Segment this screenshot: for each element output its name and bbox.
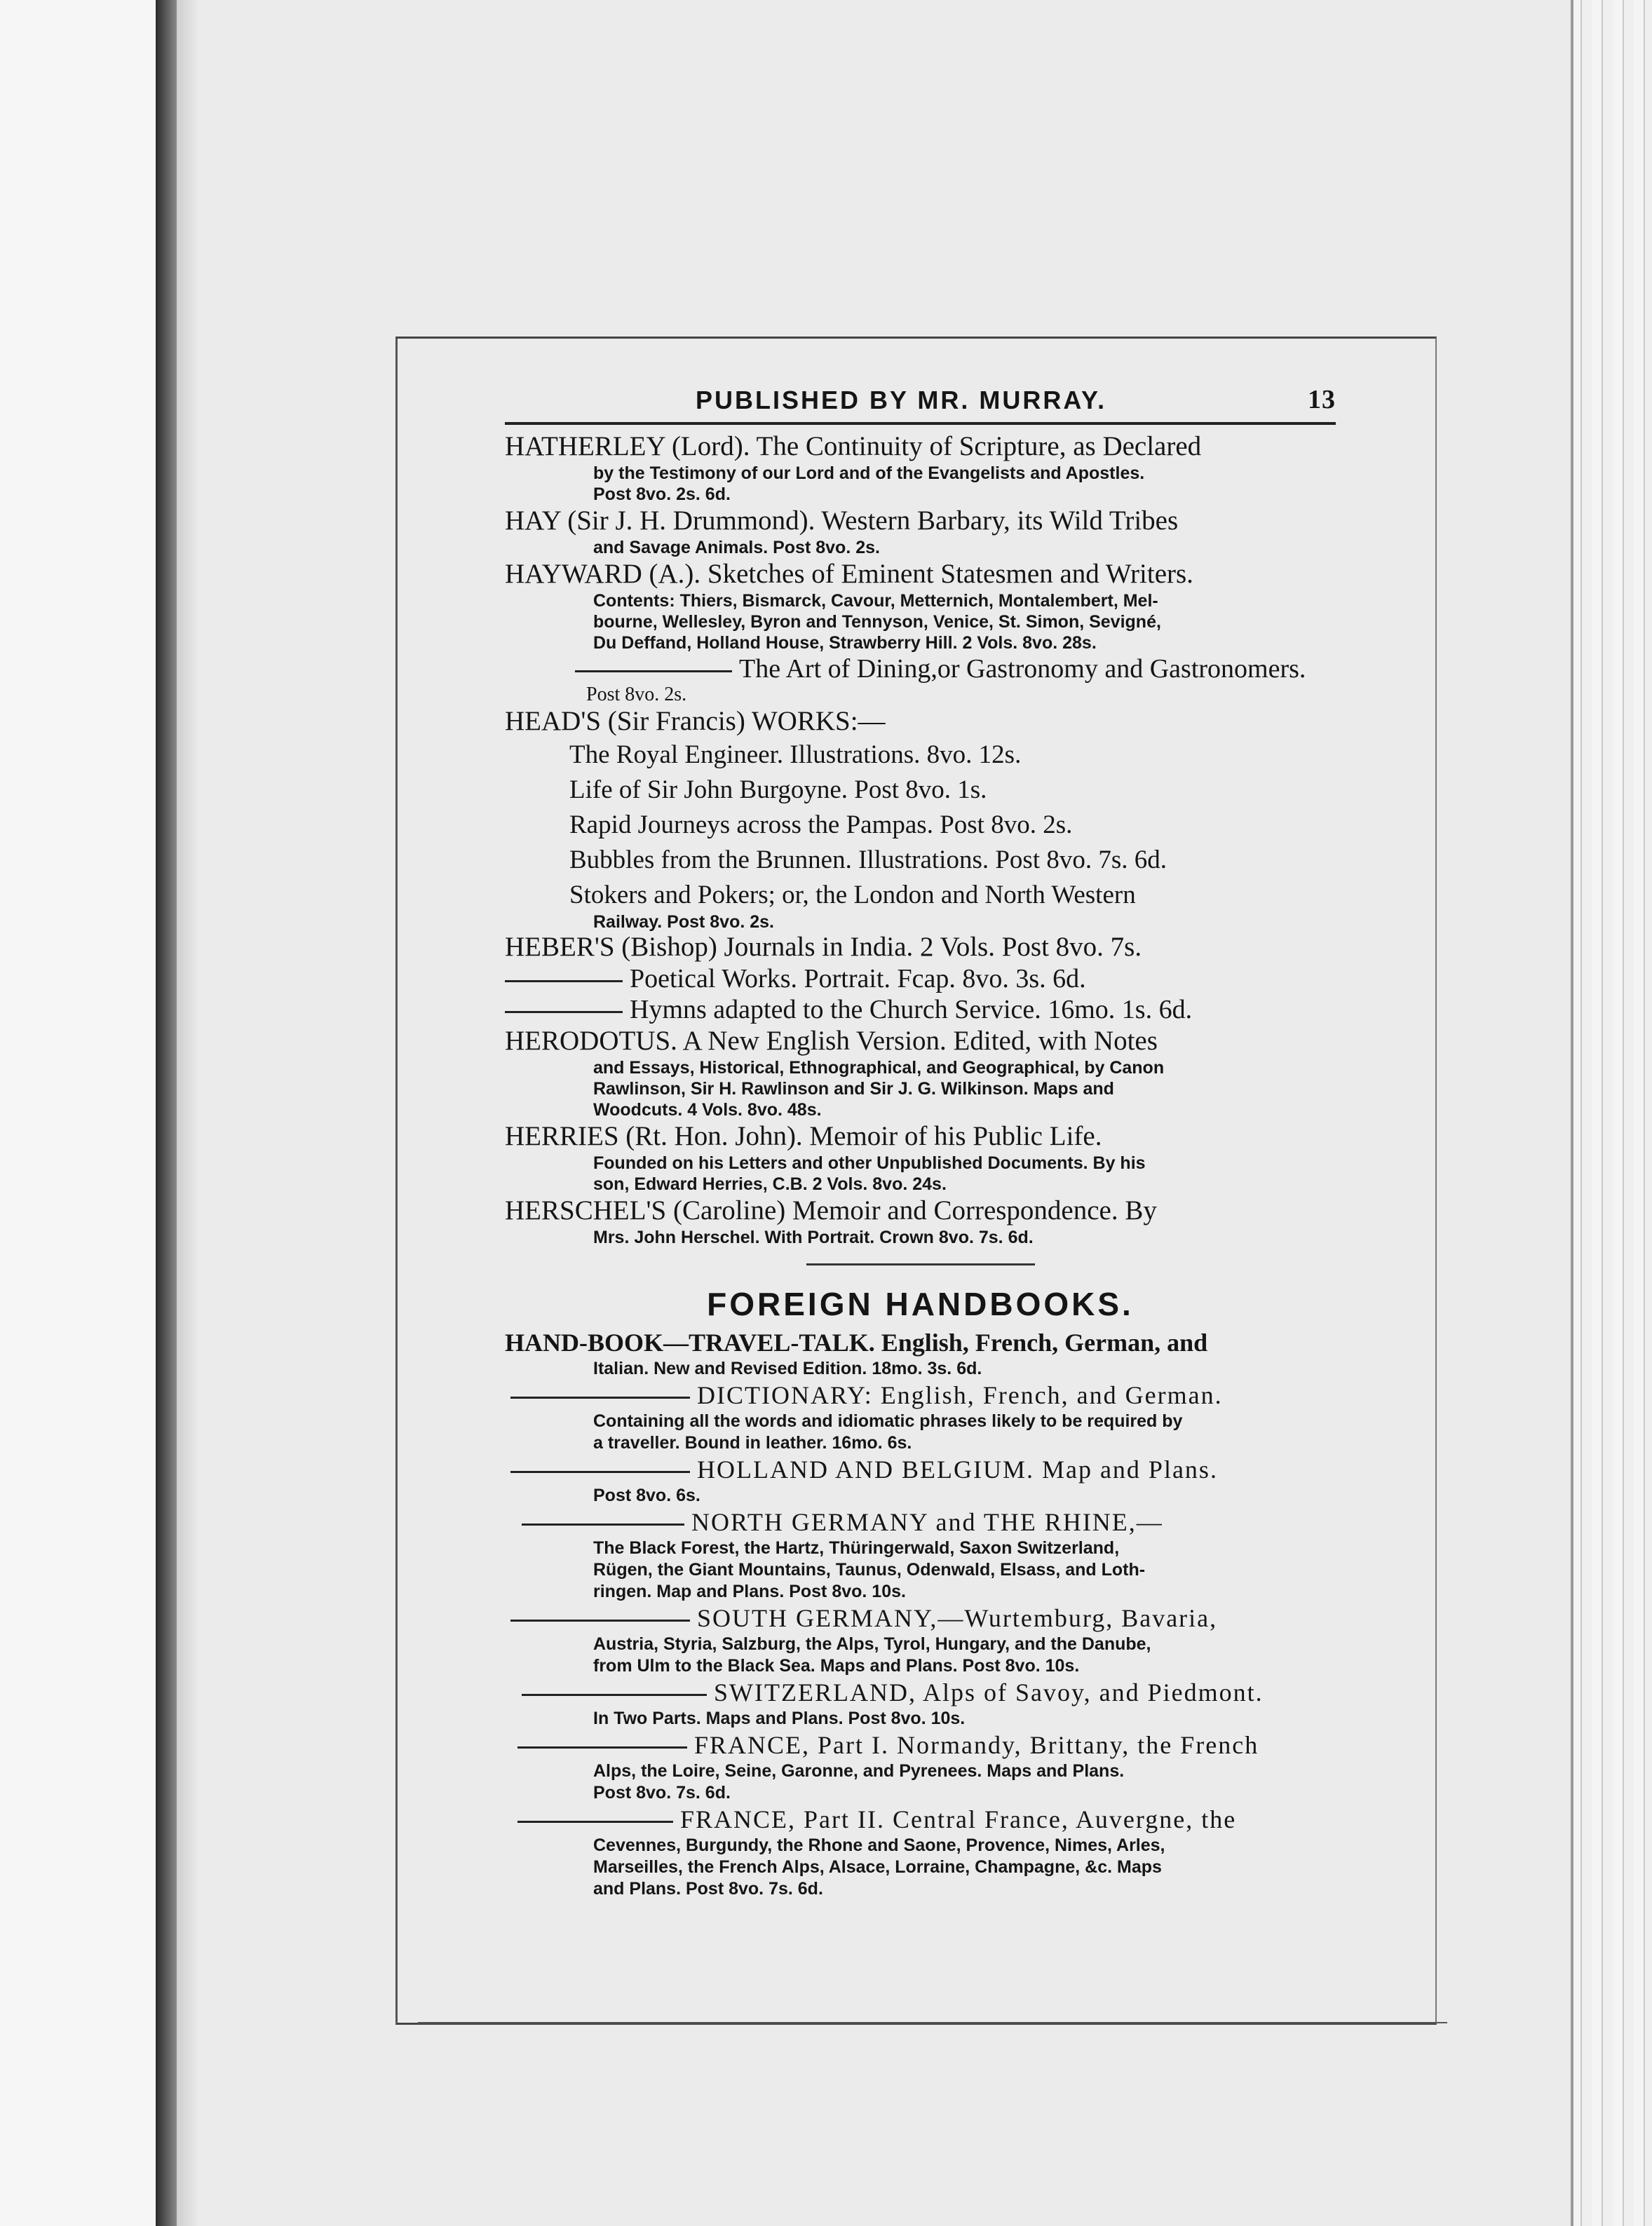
entry-continuation <box>505 994 1336 1025</box>
book-spine <box>156 0 177 2226</box>
entry-detail: Post 8vo. 2s. <box>586 684 687 705</box>
entry-continuation <box>505 963 1336 994</box>
entry-detail: by the Testimony of our Lord and of the Evangelists and Apostles. <box>593 463 1145 483</box>
entry-detail: and Savage Animals. Post 8vo. 2s. <box>593 538 880 557</box>
ditto-rule <box>522 1523 684 1526</box>
handbook-heading <box>505 1730 1336 1760</box>
handbook-holland <box>505 1454 1336 1507</box>
page-border-shadow <box>418 2022 1447 2023</box>
handbook-detail: Cevennes, Burgundy, the Rhone and Saone, Provence, Nimes, Arles, <box>593 1835 1165 1855</box>
handbook-detail: Italian. New and Revised Edition. 18mo. 3s. 6d. <box>593 1359 982 1378</box>
entry-hayward <box>505 558 1336 705</box>
entry-heber <box>505 931 1336 1025</box>
handbook-detail: Marseilles, the French Alps, Alsace, Lorraine, Champagne, &c. Maps <box>593 1857 1162 1877</box>
handbook-detail: and Plans. Post 8vo. 7s. 6d. <box>593 1879 823 1899</box>
page-edges <box>1571 0 1652 2226</box>
entry-detail: Railway. Post 8vo. 2s. <box>593 912 774 932</box>
work-item: Bubbles from the Brunnen. Illustrations. Post 8vo. 7s. 6d. <box>569 846 1167 874</box>
entry-heading: HERODOTUS. A New English Version. Edited, with Notes <box>505 1026 1158 1056</box>
header-title: PUBLISHED BY MR. MURRAY. <box>696 386 1107 414</box>
ditto-rule <box>517 1746 687 1749</box>
work-item: Stokers and Pokers; or, the London and North Western <box>569 881 1136 909</box>
entry-continuation-text: Hymns adapted to the Church Service. 16mo. 1s. 6d. <box>630 995 1193 1024</box>
entry-heading: HEAD'S (Sir Francis) WORKS:— <box>505 706 886 736</box>
entry-heading: HERRIES (Rt. Hon. John). Memoir of his Public Life. <box>505 1121 1102 1151</box>
handbook-north-germany <box>505 1507 1336 1603</box>
handbook-heading <box>505 1507 1336 1538</box>
handbook-title: DICTIONARY: English, French, and German. <box>697 1381 1223 1409</box>
entry-detail: and Essays, Historical, Ethnographical, and Geographical, by Canon <box>593 1058 1165 1078</box>
handbook-heading <box>505 1454 1336 1485</box>
entry-detail: Mrs. John Herschel. With Portrait. Crown 8vo. 7s. 6d. <box>593 1228 1034 1247</box>
entry-herodotus <box>505 1025 1336 1120</box>
handbook-title: FRANCE, Part II. Central France, Auvergne, the <box>680 1805 1237 1833</box>
entry-head <box>505 705 1336 931</box>
handbook-heading: HAND-BOOK—TRAVEL-TALK. English, French, German, and <box>505 1329 1208 1357</box>
handbook-france-part-2 <box>505 1804 1336 1900</box>
handbook-heading <box>505 1603 1336 1634</box>
handbook-detail: Alps, the Loire, Seine, Garonne, and Pyrenees. Maps and Plans. <box>593 1761 1125 1781</box>
handbook-detail: Austria, Styria, Salzburg, the Alps, Tyrol, Hungary, and the Danube, <box>593 1634 1151 1654</box>
ditto-rule <box>505 980 623 982</box>
page-gutter <box>177 0 201 2226</box>
handbook-dictionary <box>505 1380 1336 1454</box>
header-rule <box>505 422 1336 425</box>
entry-continuation-text: Poetical Works. Portrait. Fcap. 8vo. 3s. 6d. <box>630 964 1086 993</box>
handbook-france-part-1 <box>505 1730 1336 1804</box>
entry-hay <box>505 505 1336 558</box>
entry-detail: Post 8vo. 2s. 6d. <box>593 484 731 504</box>
ditto-rule <box>517 1821 673 1823</box>
section-separator <box>806 1263 1035 1265</box>
entry-hatherley <box>505 430 1336 505</box>
ditto-rule <box>522 1694 707 1696</box>
entry-detail: Woodcuts. 4 Vols. 8vo. 48s. <box>593 1100 822 1120</box>
facing-page <box>0 0 156 2226</box>
running-header <box>505 379 1336 415</box>
handbook-detail: Containing all the words and idiomatic phrases likely to be required by <box>593 1411 1183 1431</box>
handbook-detail: Rügen, the Giant Mountains, Taunus, Odenwald, Elsass, and Loth- <box>593 1560 1146 1580</box>
page-number: 13 <box>1308 385 1336 414</box>
ditto-rule <box>510 1471 690 1473</box>
handbook-detail: ringen. Map and Plans. Post 8vo. 10s. <box>593 1582 906 1601</box>
entry-detail: bourne, Wellesley, Byron and Tennyson, Venice, St. Simon, Sevigné, <box>593 612 1161 632</box>
page-content <box>505 379 1336 1900</box>
handbook-title: HOLLAND AND BELGIUM. Map and Plans. <box>697 1455 1218 1484</box>
section-title: FOREIGN HANDBOOKS. <box>707 1286 1134 1322</box>
handbook-heading <box>505 1677 1336 1708</box>
entry-heading: HAY (Sir J. H. Drummond). Western Barbary, its Wild Tribes <box>505 505 1179 536</box>
entry-detail: son, Edward Herries, C.B. 2 Vols. 8vo. 24s. <box>593 1174 947 1194</box>
handbook-detail: Post 8vo. 7s. 6d. <box>593 1783 731 1803</box>
handbook-detail: Post 8vo. 6s. <box>593 1486 700 1505</box>
handbook-switzerland <box>505 1677 1336 1730</box>
handbook-detail: In Two Parts. Maps and Plans. Post 8vo. 10s. <box>593 1709 966 1728</box>
entry-detail: Founded on his Letters and other Unpublished Documents. By his <box>593 1153 1146 1173</box>
work-item: Life of Sir John Burgoyne. Post 8vo. 1s. <box>569 775 987 804</box>
entry-herschel <box>505 1195 1336 1248</box>
ditto-rule <box>510 1397 690 1399</box>
handbook-title: SWITZERLAND, Alps of Savoy, and Piedmont. <box>714 1678 1264 1706</box>
entry-continuation-text: The Art of Dining,or Gastronomy and Gastronomers. <box>739 654 1306 684</box>
entry-heading: HEBER'S (Bishop) Journals in India. 2 Vols. Post 8vo. 7s. <box>505 932 1142 962</box>
handbook-heading <box>505 1380 1336 1411</box>
entry-heading: HATHERLEY (Lord). The Continuity of Scripture, as Declared <box>505 431 1202 461</box>
handbook-detail: The Black Forest, the Hartz, Thüringerwald, Saxon Switzerland, <box>593 1538 1120 1558</box>
entry-herries <box>505 1120 1336 1195</box>
ditto-rule <box>505 1011 623 1013</box>
handbook-title: FRANCE, Part I. Normandy, Brittany, the French <box>694 1731 1259 1759</box>
handbook-title: SOUTH GERMANY,—Wurtemburg, Bavaria, <box>697 1604 1218 1632</box>
work-item: Rapid Journeys across the Pampas. Post 8vo. 2s. <box>569 810 1073 839</box>
handbook-title: NORTH GERMANY and THE RHINE,— <box>691 1508 1163 1536</box>
entry-detail: Contents: Thiers, Bismarck, Cavour, Metternich, Montalembert, Mel- <box>593 591 1158 611</box>
work-item: The Royal Engineer. Illustrations. 8vo. 12s. <box>569 740 1022 769</box>
handbook-heading <box>505 1804 1336 1835</box>
handbook-detail: from Ulm to the Black Sea. Maps and Plans. Post 8vo. 10s. <box>593 1656 1080 1676</box>
entry-detail: Du Deffand, Holland House, Strawberry Hill. 2 Vols. 8vo. 28s. <box>593 633 1097 653</box>
entry-heading: HERSCHEL'S (Caroline) Memoir and Correspondence. By <box>505 1195 1157 1226</box>
entry-heading: HAYWARD (A.). Sketches of Eminent Statesmen and Writers. <box>505 559 1193 589</box>
handbook-travel-talk <box>505 1327 1336 1380</box>
ditto-rule <box>510 1620 690 1622</box>
ditto-rule <box>575 670 732 672</box>
handbook-south-germany <box>505 1603 1336 1677</box>
entry-detail: Rawlinson, Sir H. Rawlinson and Sir J. G. Wilkinson. Maps and <box>593 1079 1114 1099</box>
handbook-detail: a traveller. Bound in leather. 16mo. 6s. <box>593 1433 912 1453</box>
entry-continuation <box>505 653 1336 684</box>
